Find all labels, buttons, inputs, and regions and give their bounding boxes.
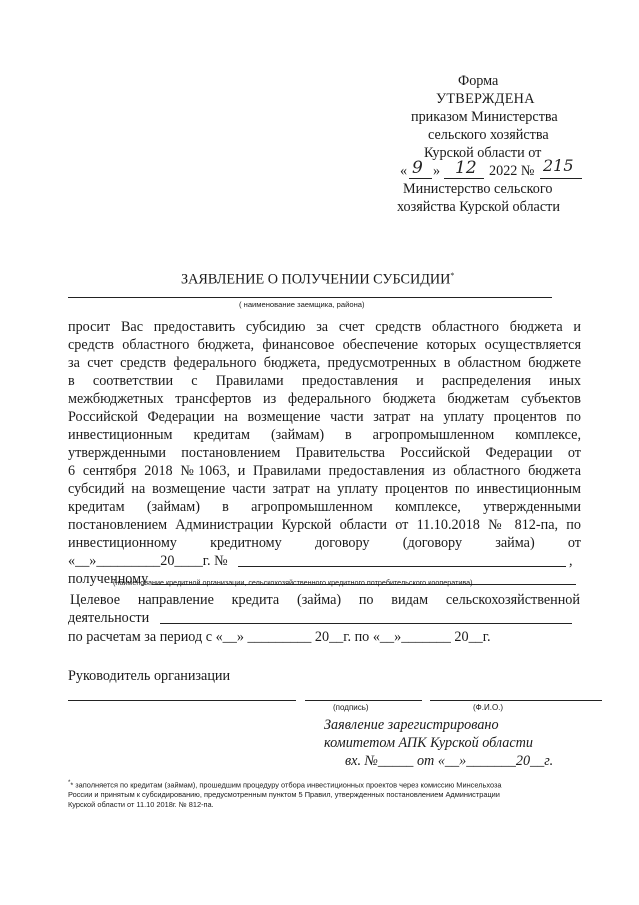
approval-line-3: Курской области от (424, 145, 542, 161)
body-line: за счет средств федерального бюджета, предусмотренных в областном бюджете (68, 355, 581, 371)
activity-field-line (160, 623, 572, 624)
date-year: 2022 № (489, 163, 535, 179)
registration-line-2: комитетом АПК Курской области (324, 735, 533, 751)
footnote-line: России и принятым к субсидированию, предусмотренным пунктом 5 Правил, утвержденных постановлением Администрации (68, 790, 500, 800)
signature-line (305, 700, 422, 701)
body-line: кредитам (займам) в агропромышленном комплексе, утвержденными (68, 499, 581, 515)
body-line: субсидий на возмещение части затрат на уплату процентов по инвестиционным (68, 481, 581, 497)
body-line: утвержденными постановлением Правительства Российской Федерации от (68, 445, 581, 461)
activity-label: деятельности (68, 610, 150, 626)
registration-line-1: Заявление зарегистрировано (324, 717, 499, 733)
title-text: ЗАЯВЛЕНИЕ О ПОЛУЧЕНИИ СУБСИДИИ (181, 271, 451, 288)
body-line: инвестиционному кредитному договору (договору займа) от (68, 535, 581, 551)
body-line: межбюджетных трансфертов из федерального бюджета бюджетам субъектов (68, 391, 581, 407)
form-label: Форма (458, 73, 499, 89)
loan-purpose-line: Целевое направление кредита (займа) по видам сельскохозяйственной (70, 592, 580, 608)
date-open-quote: « (400, 163, 408, 179)
registration-line-3: вх. №_____ от «__»_______20__г. (345, 753, 554, 769)
body-line: Российской Федерации на возмещение части затрат на уплату процентов по (68, 409, 581, 425)
creditor-caption: (наименование кредитной организации, сельскохозяйственного кредитного потребительского кооператива) (113, 578, 473, 587)
date-month-underline (444, 178, 484, 179)
footnote-mark: * (68, 780, 71, 786)
fio-line (430, 700, 602, 701)
date-day: 9 (412, 158, 423, 178)
footnote-line (68, 778, 502, 790)
contract-date-field: «__»_________20____г. № (68, 553, 228, 569)
approved-label: УТВЕРЖДЕНА (436, 91, 535, 107)
body-line: постановлением Администрации Курской области от 11.10.2018 № 812-па, по (68, 517, 581, 533)
date-number: 215 (543, 156, 574, 175)
title-footnote-mark: * (450, 271, 455, 280)
footnote (68, 778, 502, 810)
ministry-line-1: Министерство сельского (403, 181, 553, 197)
signature-caption: (подпись) (333, 703, 369, 712)
document-title (181, 267, 454, 289)
head-label: Руководитель организации (68, 668, 231, 684)
date-day-underline (409, 178, 432, 179)
date-close-quote: » (433, 163, 441, 179)
contract-number-line (238, 566, 566, 567)
footnote-line: Курской области от 11.10 2018г. № 812-па. (68, 800, 214, 810)
received-label: полученному (68, 571, 149, 587)
fio-caption: (Ф.И.О.) (473, 703, 504, 712)
contract-comma: , (569, 553, 573, 569)
body-line: 6 сентября 2018 №1063, и Правилами предоставления из областного бюджета (68, 463, 581, 479)
approval-line-2: сельского хозяйства (428, 127, 549, 143)
ministry-line-2: хозяйства Курской области (397, 199, 560, 215)
approval-line-1: приказом Министерства (411, 109, 558, 125)
date-number-underline (540, 178, 582, 179)
body-line: средств областного бюджета, финансовое обеспечение которых осуществляется (68, 337, 581, 353)
body-line: инвестиционным кредитам (займам) в агропромышленном комплексе, (68, 427, 581, 443)
period-field: по расчетам за период с «__» _________ 20__г. по «__»_______ 20__г. (68, 629, 491, 645)
body-line: в соответствии с Правилами предоставления и распределения иных (68, 373, 581, 389)
request-paragraph (68, 318, 581, 552)
body-line: просит Вас предоставить субсидию за счет средств областного бюджета и (68, 319, 581, 335)
borrower-field-line (68, 297, 552, 298)
date-month: 12 (455, 158, 477, 178)
head-name-line (68, 700, 296, 701)
footnote-text: * заполняется по кредитам (займам), прошедшим процедуру отбора инвестиционных проектов через комиссию Минсельхоза (70, 780, 502, 790)
borrower-caption: ( наименование заемщика, района) (239, 300, 365, 309)
